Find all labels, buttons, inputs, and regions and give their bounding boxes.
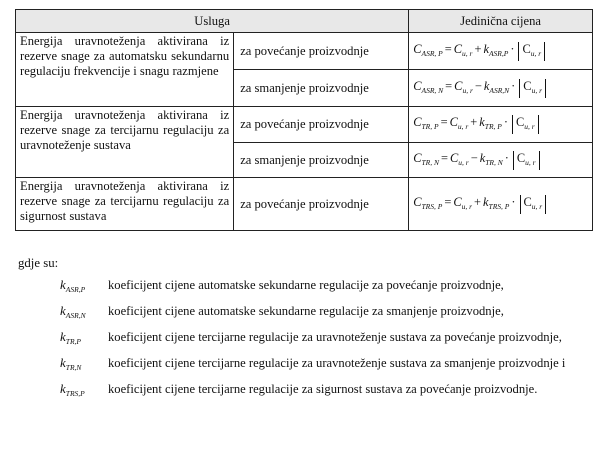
service-description: Energija uravnoteženja aktivirana iz rezerve snage za tercijarnu regulaciju za sigurnost sustava bbox=[16, 178, 234, 231]
service-description: Energija uravnoteženja aktivirana iz rezerve snage za tercijarnu regulaciju za uravnoteženje sustava bbox=[16, 107, 234, 178]
definition-item bbox=[60, 276, 590, 299]
definition-item bbox=[60, 354, 590, 377]
price-formula: $C_{TR, N} = C_{u, r} - k_{TR, N} \cdot C_{u, r}$ bbox=[409, 143, 593, 178]
direction-label: za smanjenje proizvodnje bbox=[234, 70, 409, 107]
header-jedinicna-cijena: Jedinična cijena bbox=[409, 10, 593, 33]
coefficient-symbol: $k_{ASR,P}$ bbox=[60, 277, 86, 294]
direction-label: za povećanje proizvodnje bbox=[234, 107, 409, 143]
definition-item bbox=[60, 302, 590, 325]
definition-item bbox=[60, 328, 590, 351]
definition-item bbox=[60, 380, 590, 403]
direction-label: za povećanje proizvodnje bbox=[234, 33, 409, 70]
table-header-row bbox=[16, 10, 593, 33]
table-row bbox=[16, 178, 593, 231]
price-formula: $C_{TRS, P} = C_{u, r} + k_{TRS, P} \cdot C_{u, r}$ bbox=[409, 178, 593, 231]
direction-label: za smanjenje proizvodnje bbox=[234, 143, 409, 178]
price-formula: $C_{TR, P} = C_{u, r} + k_{TR, P} \cdot C_{u, r}$ bbox=[409, 107, 593, 143]
price-formula: $C_{ASR, N} = C_{u, r} - k_{ASR,N} \cdot C_{u, r}$ bbox=[409, 70, 593, 107]
coefficient-symbol: $k_{ASR,N}$ bbox=[60, 303, 86, 320]
definition-text: koeficijent cijene automatske sekundarne regulacije za povećanje proizvodnje, bbox=[108, 278, 504, 292]
unit-price-table bbox=[15, 9, 593, 231]
table-row bbox=[16, 107, 593, 143]
direction-label: za povećanje proizvodnje bbox=[234, 178, 409, 231]
definitions-list bbox=[60, 276, 590, 406]
where-intro: gdje su: bbox=[18, 256, 59, 270]
coefficient-symbol: $k_{TR,P}$ bbox=[60, 329, 81, 346]
coefficient-symbol: $k_{TRS,P}$ bbox=[60, 381, 85, 398]
definition-text: koeficijent cijene tercijarne regulacije za uravnoteženje sustava za smanjenje proizvodnje i bbox=[108, 356, 566, 370]
table-row bbox=[16, 33, 593, 70]
header-usluga: Usluga bbox=[16, 10, 409, 33]
price-formula: $C_{ASR, P} = C_{u, r} + k_{ASR,P} \cdot C_{u, r}$ bbox=[409, 33, 593, 70]
definition-text: koeficijent cijene tercijarne regulacije za uravnoteženje sustava za povećanje proizvodnje, bbox=[108, 330, 562, 344]
definition-text: koeficijent cijene tercijarne regulacije za sigurnost sustava za povećanje proizvodnje. bbox=[108, 382, 538, 396]
coefficient-symbol: $k_{TR,N}$ bbox=[60, 355, 82, 372]
service-description: Energija uravnoteženja aktivirana iz rezerve snage za automatsku sekundarnu regulaciju frekvencije i snagu razmjene bbox=[16, 33, 234, 107]
definition-text: koeficijent cijene automatske sekundarne regulacije za smanjenje proizvodnje, bbox=[108, 304, 504, 318]
